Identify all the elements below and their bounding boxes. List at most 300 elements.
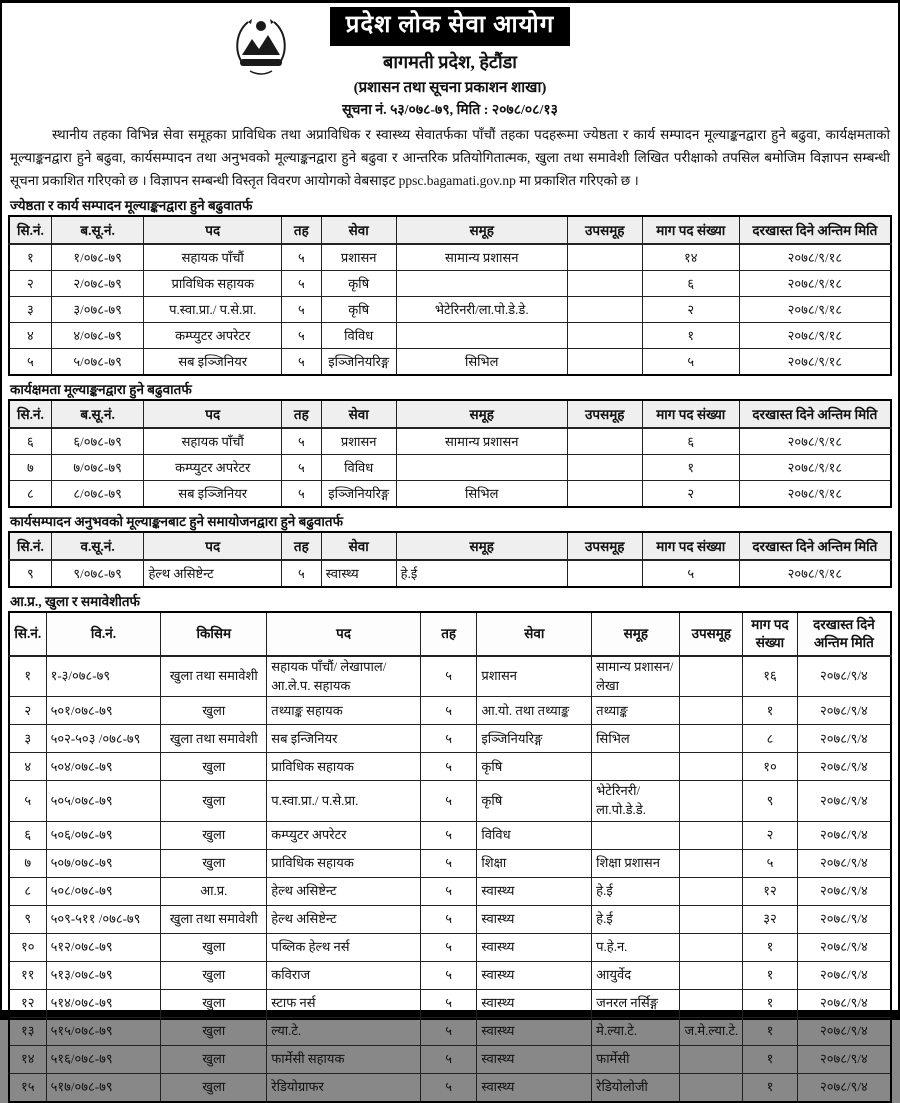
cell: विविध [477,822,592,850]
cell: ५ [282,480,322,507]
cell: खुला [161,697,267,725]
promotion-table-experience [8,531,892,588]
cell: ८ [9,878,46,906]
cell [680,878,743,906]
table-row [9,906,891,934]
cell: ५ [420,753,477,781]
table-row [9,962,891,990]
cell: १ [9,244,51,271]
cell: कृषि [321,270,396,296]
cell: १४ [642,244,739,271]
cell: खुला तथा समावेशी [161,906,267,934]
cell [680,781,743,822]
cell: खुला [161,1074,267,1103]
cell: हेल्थ असिष्टेन्ट [144,560,282,587]
cell: १ [743,1074,798,1103]
cell: २०७८/९/१८ [739,454,891,480]
cell: २०७८/९/४ [797,1018,891,1046]
cell: सामान्य प्रशासन [396,244,567,271]
cell: सहायक पाँचौं/ लेखापाल/ आ.ले.प. सहायक [267,656,421,697]
cell: ५ [420,850,477,878]
cell: ६ [642,428,739,455]
cell: २०७८/९/४ [797,1046,891,1074]
table-row [9,656,891,697]
column-header: ब.सू.नं. [51,216,144,244]
cell: प.हे.न. [592,934,680,962]
column-header: उपसमूह [567,216,642,244]
cell: ८ [9,480,51,507]
cell: २/०७८-७९ [51,270,144,296]
cell: जनरल नर्सिङ्ग [592,990,680,1018]
table-row [9,454,891,480]
cell [396,322,567,348]
cell: ५ [420,697,477,725]
cell: २०७८/९/४ [797,822,891,850]
cell: सब इञ्जिनियर [144,480,282,507]
cell: खुला [161,822,267,850]
cell: ५ [9,781,46,822]
cell [567,480,642,507]
column-header: तह [282,532,322,560]
column-header: पद [267,612,421,656]
cell [680,962,743,990]
cell: ५०८/०७८-७९ [46,878,161,906]
cell: स्वास्थ्य [477,906,592,934]
cell [680,990,743,1018]
column-header: समूह [592,612,680,656]
table-row [9,725,891,753]
cell: खुला तथा समावेशी [161,725,267,753]
cell: फार्मेसी [592,1046,680,1074]
cell: १ [642,454,739,480]
cell: २०७८/९/४ [797,962,891,990]
table-row [9,753,891,781]
cell: ५१३/०७८-७९ [46,962,161,990]
cell: २०७८/९/४ [797,990,891,1018]
cell: ५१६/०७८-७९ [46,1046,161,1074]
cell: आयुर्वेद [592,962,680,990]
cell: ५०९-५११ /०७८-७९ [46,906,161,934]
cell: १ [743,934,798,962]
cell: १ [743,990,798,1018]
cell: १२ [743,878,798,906]
cell: ५०७/०७८-७९ [46,850,161,878]
cell: २०७८/९/१८ [739,322,891,348]
cell: ५०४/०७८-७९ [46,753,161,781]
cell: १० [743,753,798,781]
cell: २०७८/९/४ [797,878,891,906]
cell: २०७८/९/१८ [739,560,891,587]
column-header: दरखास्त दिने अन्तिम मिति [739,400,891,428]
cell: १ [743,1018,798,1046]
cell: २०७८/९/१८ [739,244,891,271]
cell: १२ [9,990,46,1018]
cell: ज.मे.ल्या.टे. [680,1018,743,1046]
cell: शिक्षा [477,850,592,878]
cell [680,822,743,850]
cell: ५ [9,348,51,375]
cell: खुला [161,990,267,1018]
section-title-seniority-promotion: ज्येष्ठता र कार्य सम्पादन मूल्याङ्कनद्वारा हुने बढुवातर्फ [10,197,253,213]
cell: कम्प्युटर अपरेटर [144,322,282,348]
table-row [9,878,891,906]
cell [680,906,743,934]
cell: ५१४/०७८-७९ [46,990,161,1018]
cell: सब इन्जिनियर [267,725,421,753]
cell: ५ [642,348,739,375]
promotion-table-seniority [8,215,892,376]
column-header: माग पद संख्या [642,532,739,560]
column-header: पद [144,532,282,560]
cell: प.स्वा.प्रा./ प.से.प्रा. [267,781,421,822]
cell: स्वास्थ्य [477,990,592,1018]
cell [680,656,743,697]
cell: खुला [161,962,267,990]
cell: खुला [161,753,267,781]
column-header: माग पद संख्या [642,400,739,428]
nepal-emblem-icon [230,13,292,77]
cell: १ [743,1046,798,1074]
cell: २०७८/९/४ [797,656,891,697]
column-header: सि.नं. [9,532,51,560]
cell: रेडियोलोजी [592,1074,680,1103]
cell: खुला [161,1046,267,1074]
cell: ५ [282,270,322,296]
column-header: सेवा [477,612,592,656]
cell [567,454,642,480]
intro-paragraph: स्थानीय तहका विभिन्न सेवा समूहका प्राविधिक तथा अप्राविधिक र स्वास्थ्य सेवातर्फका पाँचौं तहका पदहरूमा ज्येष्ठता र कार्य सम्पादन मूल्याङ्कनद्वारा हुने बढुवा, कार्यक्षमताको मूल्याङ्कनद्वारा हुने बढुवा, कार्यसम्पादन तथा अनुभवको मूल्याङ्कनद्वारा हुने बढुवा र आन्तरिक प्रतियोगितात्मक, खुला तथा समावेशी लिखित परीक्षाको तपसिल बमोजिम विज्ञापन सम्बन्धी सूचना प्रकाशित गरिएको छ । विज्ञापन सम्बन्धी विस्तृत विवरण आयोगको वेबसाइट ppsc.bagamati.gov.np मा प्रकाशित गरिएको छ । [10,126,890,188]
column-header: समूह [396,216,567,244]
column-header: सि.नं. [9,216,51,244]
cell: २०७८/९/१८ [739,270,891,296]
cell: ५ [282,560,322,587]
table-header-row [9,532,891,560]
column-header: वि.नं. [46,612,161,656]
cell: ५१५/०७८-७९ [46,1018,161,1046]
cell: १४ [9,1046,46,1074]
table-row [9,560,891,587]
cell: सिभिल [396,480,567,507]
cell: ५ [420,725,477,753]
cell: ७ [9,454,51,480]
cell: सामान्य प्रशासन/लेखा [592,656,680,697]
cell: १ [743,697,798,725]
cell: ५ [282,322,322,348]
cell: ८ [743,725,798,753]
cell: कृषि [477,753,592,781]
cell: ९ [9,560,51,587]
cell [567,428,642,455]
cell [592,753,680,781]
cell: ५ [420,934,477,962]
branch-line: (प्रशासन तथा सूचना प्रकाशन शाखा) [353,79,547,96]
cell: सब इञ्जिनियर [144,348,282,375]
cell: ५ [420,990,477,1018]
cell: प्राविधिक सहायक [267,850,421,878]
cell: प्राविधिक सहायक [267,753,421,781]
cell [567,348,642,375]
cell: प.स्वा.प्रा./ प.से.प्रा. [144,296,282,322]
cell: प्रशासन [321,244,396,271]
cell: स्वास्थ्य [477,878,592,906]
cell: ४ [9,322,51,348]
cell: सिभिल [396,348,567,375]
cell: २०७८/९/४ [797,850,891,878]
notice-number-line: सूचना नं. ५३/०७८-७९, मिति : २०७८/०८/१३ [342,102,558,118]
cell: स्वास्थ्य [321,560,396,587]
cell: २ [743,822,798,850]
cell: ५ [420,878,477,906]
column-header: उपसमूह [567,532,642,560]
cell: ३२ [743,906,798,934]
cell [592,822,680,850]
cell: इञ्जिनियरिङ्ग [321,348,396,375]
table-row [9,781,891,822]
column-header: तह [282,400,322,428]
cell: सहायक पाँचौं [144,244,282,271]
table-row [9,322,891,348]
column-header: समूह [396,400,567,428]
cell: प्राविधिक सहायक [144,270,282,296]
section-title-experience-adjustment: कार्यसम्पादन अनुभवको मूल्याङ्कनबाट हुने समायोजनद्वारा हुने बढुवातर्फ [10,513,344,529]
column-header: समूह [396,532,567,560]
cell: २०७८/९/४ [797,753,891,781]
cell: १ [642,322,739,348]
cell: ५ [420,1046,477,1074]
cell: ३ [9,296,51,322]
cell: ७ [9,850,46,878]
cell: ५ [282,428,322,455]
cell: ११ [9,962,46,990]
table-row [9,822,891,850]
table-row [9,270,891,296]
table-row [9,850,891,878]
commission-title: प्रदेश लोक सेवा आयोग [330,7,571,46]
cell: ५ [743,850,798,878]
cell: ५१७/०७८-७९ [46,1074,161,1103]
promotion-table-capability [8,399,892,508]
cell: कम्प्युटर अपरेटर [144,454,282,480]
cell: ५ [420,1018,477,1046]
cell: ९/०७८-७९ [51,560,144,587]
cell: ५ [282,296,322,322]
table-row [9,480,891,507]
cell: २०७८/९/४ [797,934,891,962]
cell: २०७८/९/१८ [739,348,891,375]
cell [680,725,743,753]
table-header-row [9,612,891,656]
cell: २०७८/९/१८ [739,428,891,455]
column-header: सेवा [321,216,396,244]
cell: ९ [9,906,46,934]
cell: २०७८/९/४ [797,1074,891,1103]
cell: मे.ल्या.टे. [592,1018,680,1046]
cell: सिभिल [592,725,680,753]
cell: २०७८/९/४ [797,781,891,822]
cell: सामान्य प्रशासन [396,428,567,455]
open-inclusive-vacancy-table [8,611,892,1103]
cell: विविध [321,454,396,480]
cell: ८/०७८-७९ [51,480,144,507]
cell: ५१२/०७८-७९ [46,934,161,962]
cell: ५०१/०७८-७९ [46,697,161,725]
table-header-row [9,216,891,244]
column-header: माग पद संख्या [743,612,798,656]
cell: स्वास्थ्य [477,962,592,990]
cell: ६ [9,428,51,455]
cell: ५ [282,454,322,480]
column-header: ब.सू.नं. [51,400,144,428]
cell: स्टाफ नर्स [267,990,421,1018]
cell: २०७८/९/१८ [739,480,891,507]
cell: शिक्षा प्रशासन [592,850,680,878]
cell [567,244,642,271]
table-row [9,1018,891,1046]
cell: ४/०७८-७९ [51,322,144,348]
column-header: पद [144,216,282,244]
cell: सहायक पाँचौं [144,428,282,455]
cell: हेल्थ असिष्टेन्ट [267,906,421,934]
column-header: तह [282,216,322,244]
column-header: सि.नं. [9,400,51,428]
cell: १-३/०७८-७९ [46,656,161,697]
cell: कृषि [477,781,592,822]
document-header [8,5,892,119]
cell: ५ [420,822,477,850]
table-row [9,1074,891,1103]
cell: हे.ई [592,878,680,906]
cell [396,270,567,296]
cell: ५ [420,1074,477,1103]
cell: कविराज [267,962,421,990]
cell: ५ [642,560,739,587]
cell: ५०६/०७८-७९ [46,822,161,850]
cell: तथ्याङ्क [592,697,680,725]
cell: ५/०७८-७९ [51,348,144,375]
cell: खुला [161,781,267,822]
column-header: पद [144,400,282,428]
cell: १५ [9,1074,46,1103]
table-row [9,244,891,271]
column-header: दरखास्त दिने अन्तिम मिति [797,612,891,656]
cell: ल्या.टे. [267,1018,421,1046]
cell: २ [9,270,51,296]
cell: खुला [161,850,267,878]
cell: ५०५/०७८-७९ [46,781,161,822]
cell: आ.प्र. [161,878,267,906]
cell: स्वास्थ्य [477,1074,592,1103]
cell: २०७८/९/४ [797,697,891,725]
cell [567,560,642,587]
cell: १० [9,934,46,962]
column-header: दरखास्त दिने अन्तिम मिति [739,216,891,244]
table-header-row [9,400,891,428]
cell: हे.ई [396,560,567,587]
column-header: माग पद संख्या [642,216,739,244]
cell [680,697,743,725]
cell: २ [9,697,46,725]
cell: इञ्जिनियरिङ्ग [321,480,396,507]
cell: ५ [420,781,477,822]
column-header: सेवा [321,532,396,560]
column-header: तह [420,612,477,656]
cell: पब्लिक हेल्थ नर्स [267,934,421,962]
cell [680,934,743,962]
cell: ६/०७८-७९ [51,428,144,455]
table-row [9,990,891,1018]
column-header: उपसमूह [680,612,743,656]
cell: ४ [9,753,46,781]
cell: फार्मेसी सहायक [267,1046,421,1074]
cell: ५ [282,244,322,271]
cell [680,1046,743,1074]
cell: १६ [743,656,798,697]
cell: ५ [420,962,477,990]
cell: विविध [321,322,396,348]
cell: १ [743,962,798,990]
cell: स्वास्थ्य [477,934,592,962]
cell: हेल्थ असिष्टेन्ट [267,878,421,906]
cell: ५०२-५०३ /०७८-७९ [46,725,161,753]
cell: हे.ई [592,906,680,934]
cell [396,454,567,480]
cell: ५ [420,906,477,934]
cell: ६ [642,270,739,296]
column-header: सि.नं. [9,612,46,656]
cell: १३ [9,1018,46,1046]
cell [680,753,743,781]
cell [567,322,642,348]
column-header: उपसमूह [567,400,642,428]
column-header: सेवा [321,400,396,428]
cell: ३ [9,725,46,753]
cell: ९ [743,781,798,822]
table-row [9,697,891,725]
column-header: किसिम [161,612,267,656]
table-row [9,348,891,375]
cell: १ [9,656,46,697]
cell: २०७८/९/४ [797,725,891,753]
cell: २ [642,296,739,322]
office-line: बागमती प्रदेश, हेटौंडा [383,51,517,72]
cell: ३/०७८-७९ [51,296,144,322]
cell: तथ्याङ्क सहायक [267,697,421,725]
cell: खुला [161,1018,267,1046]
cell [680,850,743,878]
cell: २ [642,480,739,507]
table-row [9,1046,891,1074]
table-row [9,296,891,322]
cell: ५ [420,656,477,697]
section-title-capability-promotion: कार्यक्षमता मूल्याङ्कनद्वारा हुने बढुवातर्फ [10,381,192,397]
column-header: दरखास्त दिने अन्तिम मिति [739,532,891,560]
cell: रेडियोग्राफर [267,1074,421,1103]
cell: २०७८/९/१८ [739,296,891,322]
cell: १/०७८-७९ [51,244,144,271]
cell: खुला तथा समावेशी [161,656,267,697]
cell [567,296,642,322]
cell: कृषि [321,296,396,322]
cell: खुला [161,934,267,962]
cell: स्वास्थ्य [477,1018,592,1046]
cell: स्वास्थ्य [477,1046,592,1074]
cell: ५ [282,348,322,375]
table-row [9,934,891,962]
cell: इञ्जिनियरिङ्ग [477,725,592,753]
column-header: व.सू.नं. [51,532,144,560]
cell [680,1074,743,1103]
cell: भेटेरिनरी/ ला.पो.डे.डे. [592,781,680,822]
